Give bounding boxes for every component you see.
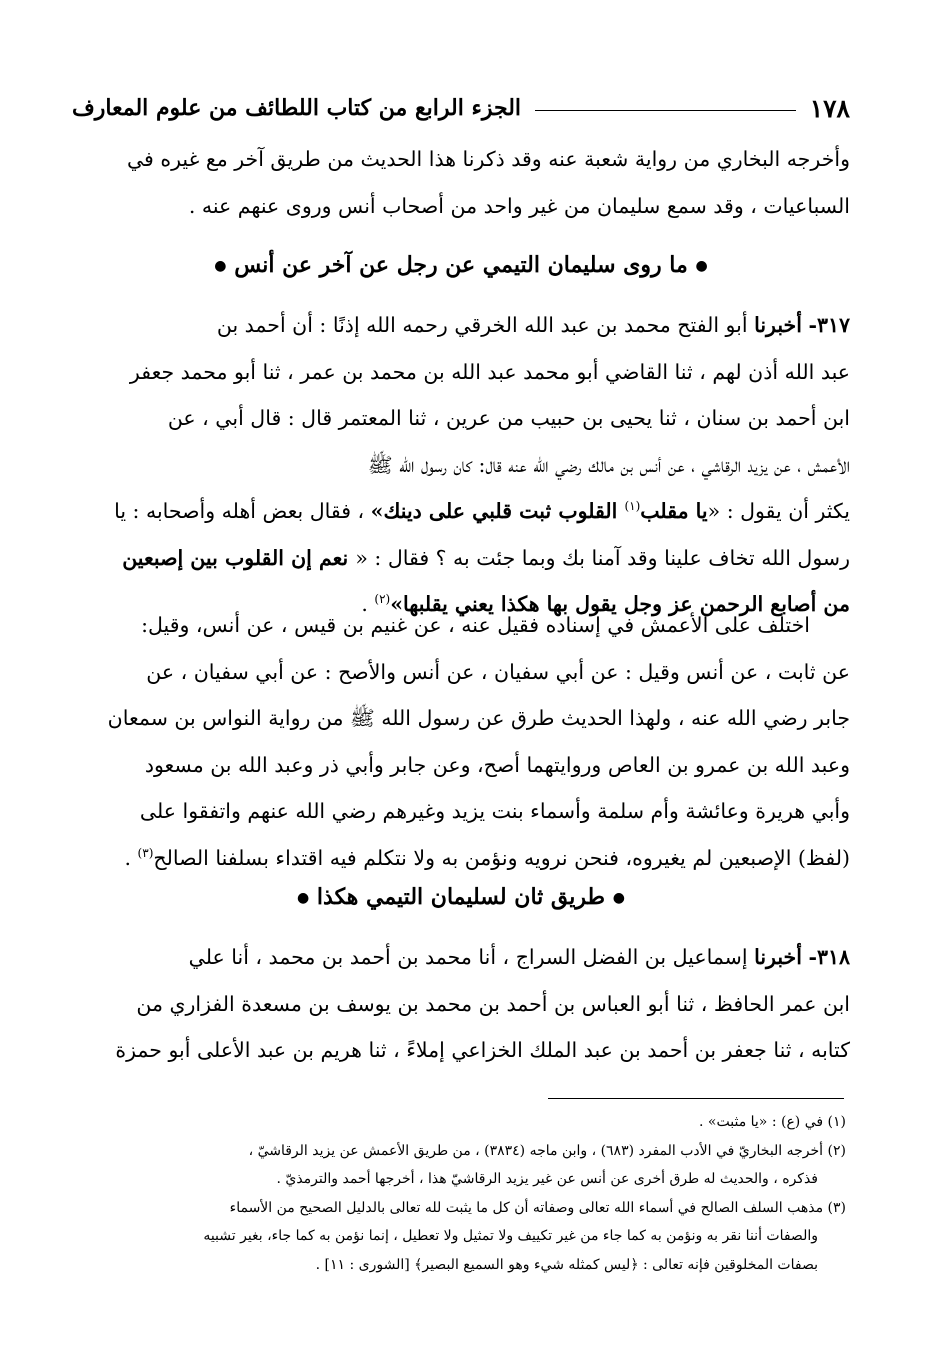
hadith-line — [72, 488, 850, 535]
footnote-separator — [548, 1098, 844, 1099]
hadith-text: إسماعيل بن الفضل السراج ، أنا محمد بن أحمد بن محمد ، أنا علي — [188, 945, 748, 969]
intro-line: وأخرجه البخاري من رواية شعبة عنه وقد ذكرنا هذا الحديث من طريق آخر مع غيره في — [126, 147, 850, 171]
hadith-318 — [72, 934, 850, 1074]
hadith-line: ابن أحمد بن سنان ، ثنا يحيى بن حبيب من عرين ، ثنا المعتمر قال : قال أبي ، عن — [167, 406, 850, 430]
discussion-text: (لفظ) الإصبعين لم يغيروه، فنحن نرويه ونؤمن به ولا نتكلم فيه اقتداء بسلفنا الصالح — [153, 845, 850, 870]
section-heading-text: ما روى سليمان التيمي عن رجل عن آخر عن أنس — [234, 252, 688, 278]
hadith-number: ٣١٧- — [808, 313, 850, 337]
section-heading-2 — [72, 884, 850, 910]
hadith-text: ، فقال بعض أهله وأصحابه : يا — [114, 499, 365, 523]
bullet-icon: ● — [612, 890, 625, 906]
discussion-text: . — [124, 845, 138, 870]
hadith-matn: القلوب ثبت قلبي على دينك» — [370, 499, 625, 523]
footnote-ref: (١) — [624, 499, 641, 514]
hadith-line: الأعمش ، عن يزيد الرقاشي ، عن أنس بن مالك رضي الله عنه قال: كان رسول الله ﷺ — [367, 452, 850, 477]
discussion-line: عن ثابت ، عن أنس وقيل : عن أبي سفيان ، عن أنس والأصح : عن أبي سفيان ، عن — [146, 659, 850, 684]
bullet-icon: ● — [297, 890, 310, 906]
discussion-line: وعبد الله بن عمرو بن العاص وروايتهما أصح، وعن جابر وأبي ذر وعبد الله بن مسعود — [144, 752, 850, 777]
footnote-3-cont: بصفات المخلوقين فإنه تعالى : ﴿ليس كمثله شيء وهو السميع البصير﴾ [الشورى : ١١] . — [315, 1256, 818, 1273]
hadith-text: أبو الفتح محمد بن عبد الله الخرقي رحمه الله إذنًا : أن أحمد بن — [216, 313, 748, 337]
footnote-ref: (٢) — [374, 592, 391, 607]
page-number: ١٧٨ — [809, 93, 850, 123]
hadith-text: . — [361, 592, 375, 616]
footnote-1: (١) في (ع) : «يا مثبت» . — [699, 1114, 846, 1130]
footnote-2: (٢) أخرجه البخاريّ في الأدب المفرد (٦٨٣) ، وابن ماجه (٣٨٣٤) ، من طريق الأعمش عن يزيد الرقاشيّ ، — [248, 1142, 846, 1159]
footnote-ref: (٣) — [137, 845, 154, 860]
bullet-icon: ● — [695, 258, 708, 274]
discussion-line: جابر رضي الله عنه ، ولهذا الحديث طرق عن رسول الله ﷺ من رواية النواس بن سمعان — [107, 706, 850, 730]
bullet-icon: ● — [214, 258, 227, 274]
hadith-line — [72, 934, 850, 981]
hadith-matn: يا مقلب — [640, 499, 708, 523]
running-header — [72, 88, 850, 128]
section-heading-1 — [72, 252, 850, 278]
header-rule — [535, 110, 796, 111]
footnote-2-cont: فذكره ، والحديث له طرق أخرى عن أنس عن غير يزيد الرقاشيّ هذا ، أخرجها أحمد والترمذيّ . — [276, 1171, 818, 1187]
discussion-line: وأبي هريرة وعائشة وأم سلمة وأسماء بنت يزيد وغيرهم رضي الله عنهم واتفقوا على — [139, 799, 850, 823]
discussion-line: اختلف على الأعمش في إسناده فقيل عنه ، عن غنيم بن قيس ، عن أنس، وقيل: — [141, 613, 810, 637]
hadith-text: يكثر أن يقول : « — [707, 499, 850, 523]
intro-paragraph — [72, 136, 850, 229]
hadith-line: عبد الله أذن لهم ، ثنا القاضي أبو محمد عبد الله بن محمد بن عمر ، ثنا أبو محمد جعفر — [129, 359, 850, 384]
hadith-number: ٣١٨- — [808, 945, 850, 969]
section-heading-text: طريق ثان لسليمان التيمي هكذا — [316, 884, 606, 910]
hadith-line: ابن عمر الحافظ ، ثنا أبو العباس بن أحمد بن محمد بن يوسف بن مسعدة الفزاري من — [136, 991, 850, 1016]
hadith-line: كتابه ، ثنا جعفر بن أحمد بن عبد الملك الخزاعي إملاءً ، ثنا هريم بن عبد الأعلى أبو حمزة — [115, 1038, 850, 1062]
hadith-matn: من أصابع الرحمن عز وجل يقول بها هكذا يعني يقلبها» — [390, 592, 850, 616]
discussion-paragraph — [72, 602, 850, 881]
footnotes — [72, 1108, 846, 1279]
hadith-line — [72, 535, 850, 582]
intro-line: السباعيات ، وقد سمع سليمان من غير واحد من أصحاب أنس وروى عنهم عنه . — [188, 193, 850, 218]
discussion-line — [72, 835, 850, 882]
footnote-3-cont: والصفات أننا نقر به ونؤمن به كما جاء من غير تكييف ولا تمثيل ولا تعطيل ، إنما نؤمن به كما جاء، بغير تشبيه — [203, 1228, 818, 1244]
akhbarana-word: أخبرنا — [754, 313, 802, 337]
footnote-3: (٣) مذهب السلف الصالح في أسماء الله تعالى وصفاته أن كل ما يثبت لله تعالى بالدليل الصحيح من الأسماء — [229, 1199, 846, 1216]
akhbarana-word: أخبرنا — [754, 945, 802, 969]
hadith-317 — [72, 302, 850, 628]
hadith-text: رسول الله تخاف علينا وقد آمنا بك وبما جئت به ؟ فقال : « — [355, 545, 850, 570]
hadith-matn: نعم إن القلوب بين إصبعين — [122, 545, 356, 570]
hadith-line — [72, 302, 850, 349]
book-title: الجزء الرابع من كتاب اللطائف من علوم المعارف — [72, 95, 522, 121]
